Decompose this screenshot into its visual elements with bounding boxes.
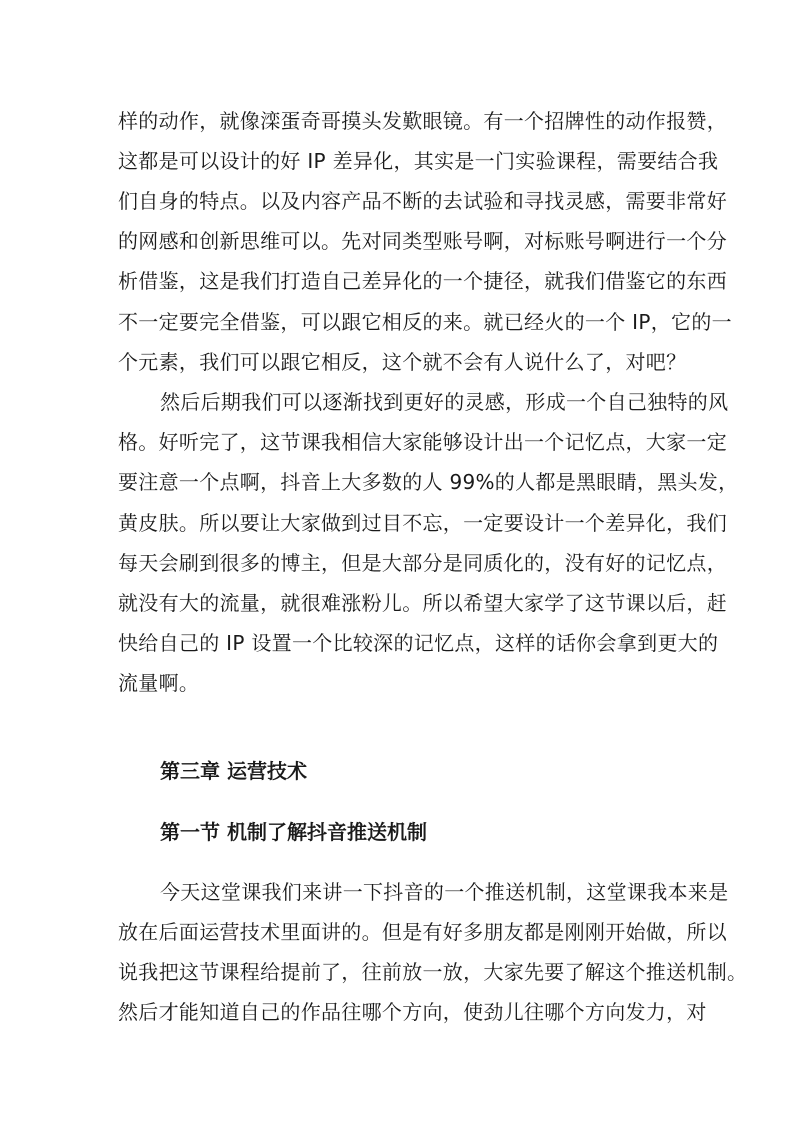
paragraph-1-line-3: 们自身的特点。以及内容产品不断的去试验和寻找灵感，需要非常好	[118, 189, 727, 213]
paragraph-2-line-7: 快给自己的 IP 设置一个比较深的记忆点，这样的话你会拿到更大的	[118, 631, 719, 655]
section-heading: 第一节 机制了解抖音推送机制	[160, 820, 427, 844]
paragraph-2-line-8: 流量啊。	[118, 671, 200, 695]
paragraph-1-line-7: 个元素，我们可以跟它相反，这个就不会有人说什么了，对吧？	[118, 350, 687, 374]
paragraph-2-line-2: 格。好听完了，这节课我相信大家能够设计出一个记忆点，大家一定	[118, 430, 727, 454]
paragraph-2-line-4: 黄皮肤。所以要让大家做到过目不忘，一定要设计一个差异化，我们	[118, 511, 727, 535]
paragraph-3-line-4: 然后才能知道自己的作品往哪个方向，使劲儿往哪个方向发力，对	[118, 1000, 707, 1024]
paragraph-1-line-4: 的网感和创新思维可以。先对同类型账号啊，对标账号啊进行一个分	[118, 229, 727, 253]
paragraph-2-line-5: 每天会刷到很多的博主，但是大部分是同质化的，没有好的记忆点，	[118, 551, 727, 575]
paragraph-1-line-1: 样的动作，就像滦蛋奇哥摸头发歎眼镜。有一个招牌性的动作报赞，	[118, 109, 727, 133]
paragraph-1-line-2: 这都是可以设计的好 IP 差异化，其实是一门实验课程，需要结合我	[118, 149, 719, 173]
paragraph-3-line-2: 放在后面运营技术里面讲的。但是有好多朋友都是刚刚开始做，所以	[118, 920, 727, 944]
paragraph-2-line-3: 要注意一个点啊，抖音上大多数的人 99%的人都是黑眼睛，黑头发，	[118, 470, 739, 494]
chapter-heading: 第三章 运营技术	[160, 759, 307, 783]
paragraph-3-line-1: 今天这堂课我们来讲一下抖音的一个推送机制，这堂课我本来是	[160, 880, 729, 904]
paragraph-3-line-3: 说我把这节课程给提前了，往前放一放，大家先要了解这个推送机制。	[118, 960, 748, 984]
paragraph-1-line-6: 不一定要完全借鉴，可以跟它相反的来。就已经火的一个 IP，它的一	[118, 310, 732, 334]
paragraph-2-line-1: 然后后期我们可以逐渐找到更好的灵感，形成一个自己独特的风	[160, 390, 729, 414]
paragraph-1-line-5: 析借鉴，这是我们打造自己差异化的一个捷径，就我们借鉴它的东西	[118, 269, 727, 293]
paragraph-2-line-6: 就没有大的流量，就很难涨粉儿。所以希望大家学了这节课以后，赶	[118, 591, 727, 615]
